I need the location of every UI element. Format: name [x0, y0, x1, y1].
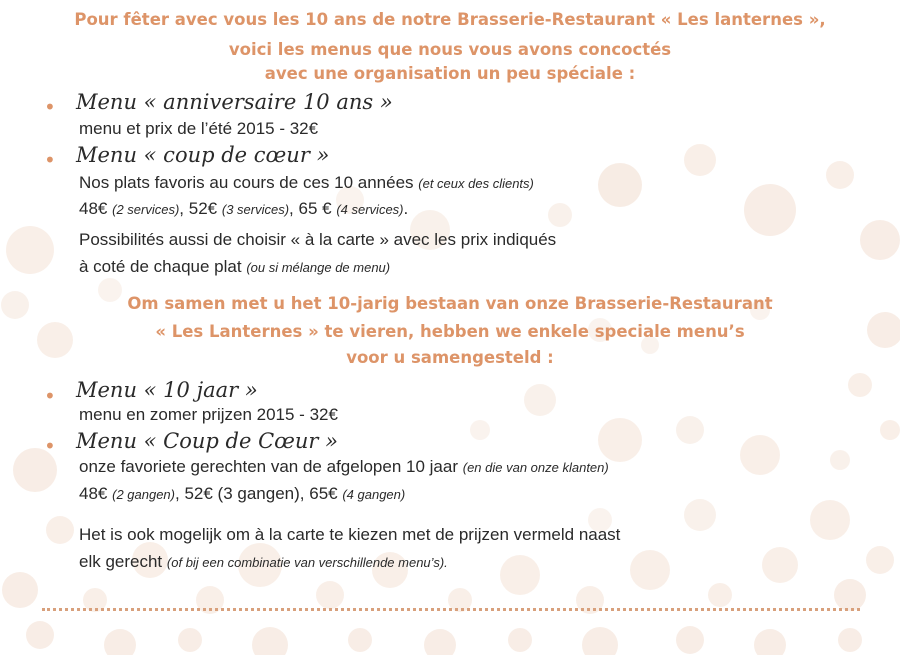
nl-menu-10-jaar-desc: menu en zomer prijzen 2015 - 32€	[79, 405, 338, 424]
dotted-divider	[42, 608, 860, 611]
fr-carte-line-1: Possibilités aussi de choisir « à la carte » avec les prix indiqués	[79, 230, 557, 249]
bullet-icon: •	[44, 384, 56, 408]
bullet-icon: •	[44, 434, 56, 458]
nl-menu-10-jaar-title: Menu « 10 jaar »	[76, 378, 258, 402]
fr-menu-coup-de-coeur-prices: 48€ (2 services), 52€ (3 services), 65 € (4 services).	[79, 199, 409, 218]
fr-intro-line-1: Pour fêter avec vous les 10 ans de notre Brasserie-Restaurant « Les lanternes »,	[74, 10, 826, 29]
fr-menu-anniversaire-desc: menu et prix de l’été 2015 - 32€	[79, 119, 319, 138]
fr-menu-coup-de-coeur-title: Menu « coup de cœur »	[76, 143, 330, 167]
fr-carte-line-2: à coté de chaque plat (ou si mélange de menu)	[79, 257, 391, 276]
fr-intro-line-3: avec une organisation un peu spéciale :	[264, 64, 636, 83]
nl-menu-coup-de-coeur-prices: 48€ (2 gangen), 52€ (3 gangen), 65€ (4 gangen)	[79, 484, 406, 503]
fr-menu-coup-de-coeur-desc: Nos plats favoris au cours de ces 10 années (et ceux des clients)	[79, 173, 534, 192]
bullet-icon: •	[44, 148, 56, 172]
nl-carte-line-1: Het is ook mogelijk om à la carte te kiezen met de prijzen vermeld naast	[79, 525, 621, 544]
nl-menu-coup-de-coeur-title: Menu « Coup de Cœur »	[76, 429, 338, 453]
fr-intro-line-2: voici les menus que nous vous avons concoctés	[228, 40, 672, 59]
bullet-icon: •	[44, 95, 56, 119]
nl-menu-coup-de-coeur-desc: onze favoriete gerechten van de afgelopen 10 jaar (en die van onze klanten)	[79, 457, 609, 476]
nl-intro-line-1: Om samen met u het 10-jarig bestaan van onze Brasserie-Restaurant	[127, 294, 773, 313]
nl-carte-line-2: elk gerecht (of bij een combinatie van verschillende menu’s).	[79, 552, 448, 571]
nl-intro-line-3: voor u samengesteld :	[346, 348, 554, 367]
fr-menu-anniversaire-title: Menu « anniversaire 10 ans »	[76, 90, 393, 114]
nl-intro-line-2: « Les Lanternes » te vieren, hebben we enkele speciale menu’s	[155, 322, 745, 341]
